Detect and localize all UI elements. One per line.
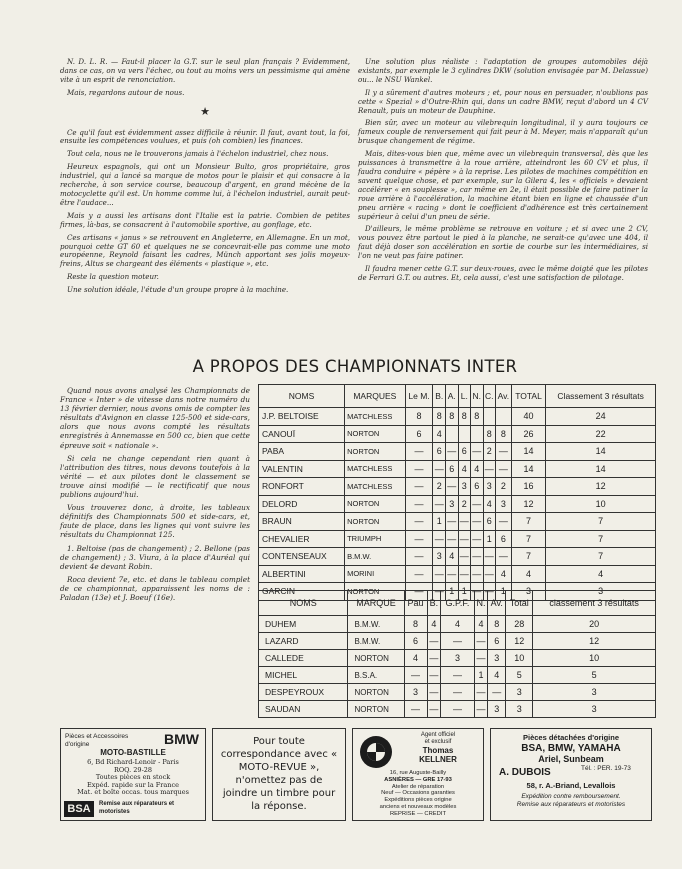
- points-cell: 3: [404, 684, 427, 701]
- points-cell: —: [483, 460, 496, 478]
- paragraph: Bien sûr, avec un moteur au vilebrequin longitudinal, il y aura toujours ce fameux couple de renversement qui fait peur à M. Meyer, mais n'apparaît qu'un brusque changement de régime.: [358, 118, 648, 146]
- points-cell: 4: [511, 565, 546, 583]
- column-header: Total: [506, 591, 533, 616]
- ad-text: Mat. et boîte occas. tous marques: [77, 788, 189, 797]
- points-cell: —: [496, 548, 512, 566]
- points-cell: 6: [458, 443, 471, 461]
- article-right-column: [358, 58, 648, 287]
- points-cell: 28: [506, 616, 533, 633]
- points-cell: 12: [533, 633, 656, 650]
- star-separator-icon: ★: [200, 104, 210, 118]
- ad-text: 58, r. A.-Briand, Levallois: [526, 781, 616, 790]
- points-cell: —: [446, 565, 459, 583]
- points-cell: 3: [458, 478, 471, 496]
- points-cell: 40: [511, 408, 546, 426]
- points-cell: —: [474, 650, 488, 667]
- make-cell: B.M.W.: [348, 633, 404, 650]
- ad-text: Atelier de réparation: [391, 783, 445, 790]
- points-cell: 3: [433, 548, 446, 566]
- make-cell: MATCHLESS: [345, 408, 406, 426]
- points-cell: —: [471, 495, 484, 513]
- points-cell: —: [404, 701, 427, 718]
- column-header: Av.: [496, 385, 512, 408]
- points-cell: —: [405, 548, 433, 566]
- table-row: [259, 513, 656, 531]
- points-cell: 12: [546, 478, 656, 496]
- paragraph: Une solution plus réaliste : l'adaptation de groupes automobiles déjà existants, par exemple le 3 cylindres DKW (solution envisagée par M. Delassue) ou... le NSU Wankel.: [358, 57, 648, 84]
- paragraph: Tout cela, nous ne le trouverons jamais à l'échelon industriel, chez nous.: [67, 149, 329, 159]
- points-cell: 3: [441, 650, 475, 667]
- points-cell: —: [405, 565, 433, 583]
- table-row: [259, 616, 656, 633]
- points-cell: 5: [506, 667, 533, 684]
- points-cell: [471, 425, 484, 443]
- points-cell: 3: [488, 701, 506, 718]
- points-cell: 3: [496, 495, 512, 513]
- points-cell: —: [446, 478, 459, 496]
- points-cell: 6: [483, 513, 496, 531]
- ad-text: Remise aux réparateurs et motoristes: [516, 800, 626, 808]
- points-cell: 12: [511, 495, 546, 513]
- make-cell: NORTON: [348, 650, 404, 667]
- ad-text: BSA, BMW, YAMAHA: [521, 742, 621, 754]
- points-cell: —: [433, 460, 446, 478]
- section-headline: A PROPOS DES CHAMPIONNATS INTER: [192, 357, 518, 376]
- ad-text: Neuf — Occasions garanties: [381, 790, 455, 797]
- make-cell: NORTON: [348, 701, 404, 718]
- paragraph: Il faudra mener cette G.T. sur deux-roues, avec le même doigté que les pilotes de Ferrari G.T. ou autres. Et, cela aussi, c'est une satisfaction de pilotage.: [358, 264, 648, 282]
- paragraph: Vous trouverez donc, à droite, les tableaux définitifs des Championnats 500 et side-cars, et, faute de place, dans les lignes qui vont suivre les résultats du Championnat 125.: [60, 503, 250, 540]
- points-cell: 14: [511, 460, 546, 478]
- points-cell: 4: [441, 616, 475, 633]
- points-cell: —: [427, 667, 441, 684]
- points-cell: 12: [506, 633, 533, 650]
- points-cell: 10: [506, 650, 533, 667]
- make-cell: NORTON: [345, 495, 406, 513]
- points-cell: 3: [546, 583, 656, 601]
- points-cell: 3: [446, 495, 459, 513]
- ad-text: anciens et nouveaux modèles: [379, 803, 457, 810]
- points-cell: [458, 425, 471, 443]
- make-cell: TRIUMPH: [345, 530, 406, 548]
- points-cell: 7: [511, 513, 546, 531]
- ad-text: Expéd. rapide sur la France: [87, 780, 179, 789]
- column-header: NOMS: [259, 591, 348, 616]
- ad-text: Agent officiel: [420, 732, 456, 738]
- paragraph: Si cela ne change cependant rien quant à l'attribution des titres, nous devons toutefois à la vérité — et aux pilotes dont le classement se trouve ainsi modifié — le rectificatif que nous publions aujourd'hui.: [60, 453, 250, 500]
- points-cell: —: [471, 443, 484, 461]
- make-cell: B.M.W.: [345, 548, 406, 566]
- column-header: L.: [458, 385, 471, 408]
- points-cell: 8: [496, 425, 512, 443]
- points-cell: 7: [511, 548, 546, 566]
- ad-name: A. DUBOIS: [499, 767, 551, 778]
- points-cell: —: [471, 565, 484, 583]
- column-header: B.: [427, 591, 441, 616]
- points-cell: —: [471, 530, 484, 548]
- points-cell: —: [405, 530, 433, 548]
- rider-name-cell: DUHEM: [259, 616, 348, 633]
- points-cell: 8: [446, 408, 459, 426]
- paragraph: Quand nous avons analysé les Championnats de France « Inter » de vitesse dans notre numéro du 13 février dernier, nous avons omis de compter les résultats d'Avignon en classe 125-500 et side-cars, alors que nous avons compté les résultats enregistrés à Annemasse en 500 cc, bien que cette épreuve soit « nationale ».: [60, 386, 250, 450]
- points-cell: —: [483, 583, 496, 601]
- points-cell: —: [446, 530, 459, 548]
- table-row: [259, 495, 656, 513]
- ad-text: Expéditions pièces origine: [384, 797, 452, 804]
- points-cell: —: [405, 443, 433, 461]
- table-row: [259, 548, 656, 566]
- make-cell: MATCHLESS: [345, 460, 406, 478]
- ad-text: et exclusif: [424, 739, 452, 745]
- points-cell: —: [496, 513, 512, 531]
- points-cell: 24: [546, 408, 656, 426]
- points-cell: 7: [546, 513, 656, 531]
- points-cell: —: [496, 443, 512, 461]
- points-cell: 3: [483, 478, 496, 496]
- column-header: A.: [446, 385, 459, 408]
- points-cell: 8: [458, 408, 471, 426]
- points-cell: —: [441, 633, 475, 650]
- points-cell: —: [405, 478, 433, 496]
- rider-name-cell: SAUDAN: [259, 701, 348, 718]
- ad-correspondence-notice: [212, 728, 346, 821]
- column-header: MARQUES: [345, 385, 406, 408]
- table-row: [259, 565, 656, 583]
- points-cell: 20: [533, 616, 656, 633]
- points-cell: 6: [446, 460, 459, 478]
- points-cell: 3: [511, 583, 546, 601]
- column-header: classement 3 résultats: [533, 591, 656, 616]
- points-cell: —: [441, 684, 475, 701]
- points-cell: 4: [483, 495, 496, 513]
- rider-name-cell: VALENTIN: [259, 460, 345, 478]
- rider-name-cell: MICHEL: [259, 667, 348, 684]
- rider-name-cell: CHEVALIER: [259, 530, 345, 548]
- points-cell: 1: [496, 583, 512, 601]
- points-cell: —: [427, 650, 441, 667]
- ad-text: Expédition contre remboursement.: [521, 793, 621, 800]
- ad-text: Ariel, Sunbeam: [538, 753, 604, 764]
- points-cell: —: [471, 513, 484, 531]
- rider-name-cell: ALBERTINI: [259, 565, 345, 583]
- rider-name-cell: DELORD: [259, 495, 345, 513]
- rider-name-cell: PABA: [259, 443, 345, 461]
- rider-name-cell: DESPEYROUX: [259, 684, 348, 701]
- paragraph: Ces artisans « janus » se retrouvent en Angleterre, en Allemagne. En un mot, pourquoi cette GT 60 et quelques ne se concevrait-elle pas comme une moto européenne, Reynold faisant les cadres, Münch apportant ses jolis moyeux-freins, Altus se chargeant des éléments « plastique », etc.: [60, 232, 350, 269]
- points-cell: 4: [496, 565, 512, 583]
- article-left-column: [60, 58, 350, 299]
- points-cell: 14: [546, 443, 656, 461]
- points-cell: 3: [488, 650, 506, 667]
- bmw-brand: BMW: [164, 731, 199, 747]
- paragraph: Reste la question moteur.: [67, 272, 159, 282]
- points-cell: 8: [471, 408, 484, 426]
- ad-text: Pièces et Accessoires: [65, 733, 129, 740]
- table-sidecar-standings: [258, 590, 656, 718]
- points-cell: 3: [506, 701, 533, 718]
- make-cell: B.S.A.: [348, 667, 404, 684]
- rider-name-cell: RONFORT: [259, 478, 345, 496]
- paragraph: Mais, regardons autour de nous.: [67, 87, 185, 97]
- points-cell: 2: [483, 443, 496, 461]
- points-cell: 2: [496, 478, 512, 496]
- ad-text: 16, rue Auguste-Bailly: [389, 770, 447, 776]
- points-cell: —: [433, 583, 446, 601]
- paragraph: Mais y a aussi les artisans dont l'Italie est la patrie. Combien de petites firmes, là-bas, se consacrent à l'automobile sportive, au gonflage, etc.: [60, 210, 350, 229]
- paragraph: D'ailleurs, le même problème se retrouve en voiture ; et si avec une 2 CV, vous pouvez être partout le pied à la planche, ne serait-ce qu'avec une 404, il faut déjà doser son accélération en sortie de courbe sur les intermédiaires, si l'on ne veut pas faire patiner.: [358, 224, 648, 261]
- points-cell: —: [474, 701, 488, 718]
- points-cell: 14: [511, 443, 546, 461]
- column-header: MARQUE: [348, 591, 404, 616]
- paragraph: Roca devient 7e, etc. et dans le tableau complet de ce championnat, apparaissent les noms de : Paladan (13e) et J. Boeuf (16e).: [60, 574, 250, 602]
- points-cell: 22: [546, 425, 656, 443]
- points-cell: [446, 425, 459, 443]
- points-cell: 6: [496, 530, 512, 548]
- points-cell: 3: [533, 684, 656, 701]
- paragraph: N. D. L. R. — Faut-il placer la G.T. sur le seul plan français ? Evidemment, dans ce cas, on va vers l'échec, ou tout au moins vers un pessimisme qui amène vite à un esprit de renonciation.: [60, 57, 350, 84]
- points-cell: —: [433, 530, 446, 548]
- rider-name-cell: CANOUÏ: [259, 425, 345, 443]
- points-cell: —: [471, 548, 484, 566]
- table-header-row: [259, 385, 656, 408]
- points-cell: —: [433, 565, 446, 583]
- points-cell: [496, 408, 512, 426]
- ad-text: d'origine: [65, 740, 90, 748]
- make-cell: NORTON: [345, 443, 406, 461]
- points-cell: —: [404, 667, 427, 684]
- table-row: [259, 530, 656, 548]
- points-cell: 1: [446, 583, 459, 601]
- points-cell: —: [405, 495, 433, 513]
- points-cell: —: [441, 701, 475, 718]
- points-cell: 6: [488, 633, 506, 650]
- points-cell: 1: [433, 513, 446, 531]
- points-cell: —: [458, 548, 471, 566]
- paragraph: Mais, dites-vous bien que, même avec un vilebrequin transversal, dès que les puissances à transmettre à la roue arrière, atteindront les 60 CV et plus, il faudra conduire « pépère » à la reprise. Les pilotes de machines compétition en savent quelque chose, et par exemple, sur la Gilera 4, les « officiels » devaient accélérer « en souplesse », car même en 2e, il était possible de faire patiner la roue arrière à l'accélération, la machine étant bien en ligne et chaussée d'un pneu arrière « racing » dont le coefficient d'adhérence est très certainement supérieur à celui d'un pneu de série.: [358, 149, 648, 221]
- column-header: G.P.F.: [441, 591, 475, 616]
- points-cell: 2: [433, 478, 446, 496]
- paragraph: Il y a sûrement d'autres moteurs ; et, pour nous en persuader, n'oublions pas cette « Spezial » d'Outre-Rhin qui, dans un cadre BMW, reçut d'abord un 4 CV Renault, puis un moteur de Dauphine.: [358, 87, 648, 115]
- points-cell: 1: [458, 583, 471, 601]
- make-cell: MATCHLESS: [345, 478, 406, 496]
- ad-text: ASNIÈRES — GRE 17-93: [384, 776, 452, 783]
- points-cell: 1: [483, 530, 496, 548]
- make-cell: NORTON: [348, 684, 404, 701]
- table-row: [259, 684, 656, 701]
- ad-text: KELLNER: [419, 755, 457, 764]
- make-cell: NORTON: [345, 513, 406, 531]
- column-header: NOMS: [259, 385, 345, 408]
- ad-text: Pièces détachées d'origine: [523, 733, 619, 742]
- bsa-logo: BSA: [64, 801, 94, 817]
- points-cell: —: [405, 513, 433, 531]
- table-row: [259, 408, 656, 426]
- points-cell: 2: [458, 495, 471, 513]
- rider-name-cell: BRAUN: [259, 513, 345, 531]
- points-cell: 3: [506, 684, 533, 701]
- points-cell: 6: [471, 478, 484, 496]
- intro-column: [60, 386, 250, 606]
- points-cell: —: [446, 443, 459, 461]
- points-cell: —: [405, 583, 433, 601]
- points-cell: 8: [483, 425, 496, 443]
- points-cell: 7: [546, 530, 656, 548]
- rider-name-cell: CALLEDE: [259, 650, 348, 667]
- points-cell: —: [427, 701, 441, 718]
- rider-name-cell: LAZARD: [259, 633, 348, 650]
- make-cell: B.M.W.: [348, 616, 404, 633]
- column-header: Classement 3 résultats: [546, 385, 656, 408]
- points-cell: —: [471, 583, 484, 601]
- ad-moto-bastille: [60, 728, 206, 821]
- points-cell: 4: [546, 565, 656, 583]
- points-cell: 7: [511, 530, 546, 548]
- points-cell: 8: [433, 408, 446, 426]
- paragraph: Une solution idéale, l'étude d'un groupe propre à la machine.: [67, 285, 289, 295]
- column-header: Av.: [488, 591, 506, 616]
- ad-phone: Tél. : PER. 19-73: [581, 765, 631, 772]
- points-cell: 4: [446, 548, 459, 566]
- table-header-row: [259, 591, 656, 616]
- ad-text: Thomas: [422, 746, 454, 755]
- points-cell: 4: [433, 425, 446, 443]
- points-cell: —: [483, 565, 496, 583]
- points-cell: 26: [511, 425, 546, 443]
- bmw-roundel-icon: [359, 735, 393, 769]
- points-cell: —: [474, 633, 488, 650]
- points-cell: —: [441, 667, 475, 684]
- paragraph: 1. Beltoise (pas de changement) ; 2. Bellone (pas de changement) ; 3. Viura, à la place d'Auréal qui devient 4e devant Robin.: [60, 543, 250, 571]
- points-cell: 7: [546, 548, 656, 566]
- ad-text: Toutes pièces en stock: [95, 773, 171, 782]
- ad-dubois: [490, 728, 652, 821]
- points-cell: 5: [533, 667, 656, 684]
- points-cell: 4: [474, 616, 488, 633]
- points-cell: —: [496, 460, 512, 478]
- make-cell: NORTON: [345, 583, 406, 601]
- points-cell: —: [488, 684, 506, 701]
- ad-text: ROQ. 29-28: [113, 765, 153, 774]
- points-cell: 14: [546, 460, 656, 478]
- points-cell: 10: [533, 650, 656, 667]
- ad-text: Remise aux réparateurs et motoristes: [99, 801, 175, 815]
- points-cell: 4: [458, 460, 471, 478]
- ad-text: REPRISE — CREDIT: [389, 810, 447, 817]
- points-cell: —: [458, 513, 471, 531]
- column-header: TOTAL: [511, 385, 546, 408]
- table-row: [259, 667, 656, 684]
- points-cell: 4: [488, 667, 506, 684]
- ad-shop-name: MOTO-BASTILLE: [100, 748, 166, 757]
- table-row: [259, 478, 656, 496]
- paragraph: Heureux espagnols, qui ont un Monsieur Bulto, gros propriétaire, gros industriel, qui a lancé sa marque de motos pour le plaisir et qui consacre à la recherche, à son service course, beaucoup d'argent, en grand mécène de la motocyclette qu'il est. Un homme comme lui, à l'échelon industriel, aurait peut-être l'audace...: [60, 162, 350, 207]
- points-cell: 6: [405, 425, 433, 443]
- points-cell: —: [446, 513, 459, 531]
- rider-name-cell: CONTENSEAUX: [259, 548, 345, 566]
- column-header: N.: [474, 591, 488, 616]
- column-header: Le M.: [405, 385, 433, 408]
- column-header: Pau: [404, 591, 427, 616]
- notice-text: Pour toute correspondance avec « MOTO-REVUE », n'omettez pas de joindre un timbre pour la réponse.: [220, 736, 338, 812]
- points-cell: 4: [427, 616, 441, 633]
- points-cell: —: [427, 684, 441, 701]
- points-cell: 1: [474, 667, 488, 684]
- points-cell: 6: [433, 443, 446, 461]
- rider-name-cell: GARCIN: [259, 583, 345, 601]
- column-header: C.: [483, 385, 496, 408]
- points-cell: —: [483, 548, 496, 566]
- points-cell: 8: [488, 616, 506, 633]
- table-row: [259, 701, 656, 718]
- points-cell: —: [427, 633, 441, 650]
- ad-kellner: [352, 728, 484, 821]
- points-cell: [483, 408, 496, 426]
- points-cell: —: [405, 460, 433, 478]
- paragraph: Ce qu'il faut est évidemment assez difficile à réunir. Il faut, avant tout, la foi, ensuite les compétences voulues, et puis (oh combien) les finances.: [60, 127, 350, 146]
- rider-name-cell: J.P. BELTOISE: [259, 408, 345, 426]
- table-500cc-standings: [258, 384, 656, 601]
- points-cell: —: [433, 495, 446, 513]
- points-cell: —: [458, 530, 471, 548]
- column-header: B.: [433, 385, 446, 408]
- table-row: [259, 443, 656, 461]
- points-cell: 4: [471, 460, 484, 478]
- points-cell: 8: [405, 408, 433, 426]
- table-row: [259, 650, 656, 667]
- points-cell: 4: [404, 650, 427, 667]
- column-header: N.: [471, 385, 484, 408]
- ad-text: 6, Bd Richard-Lenoir - Paris: [87, 758, 179, 766]
- make-cell: NORTON: [345, 425, 406, 443]
- points-cell: —: [474, 684, 488, 701]
- points-cell: 16: [511, 478, 546, 496]
- points-cell: 6: [404, 633, 427, 650]
- table-row: [259, 460, 656, 478]
- points-cell: —: [458, 565, 471, 583]
- points-cell: 3: [533, 701, 656, 718]
- table-row: [259, 633, 656, 650]
- make-cell: MORINI: [345, 565, 406, 583]
- table-row: [259, 425, 656, 443]
- points-cell: 8: [404, 616, 427, 633]
- points-cell: 10: [546, 495, 656, 513]
